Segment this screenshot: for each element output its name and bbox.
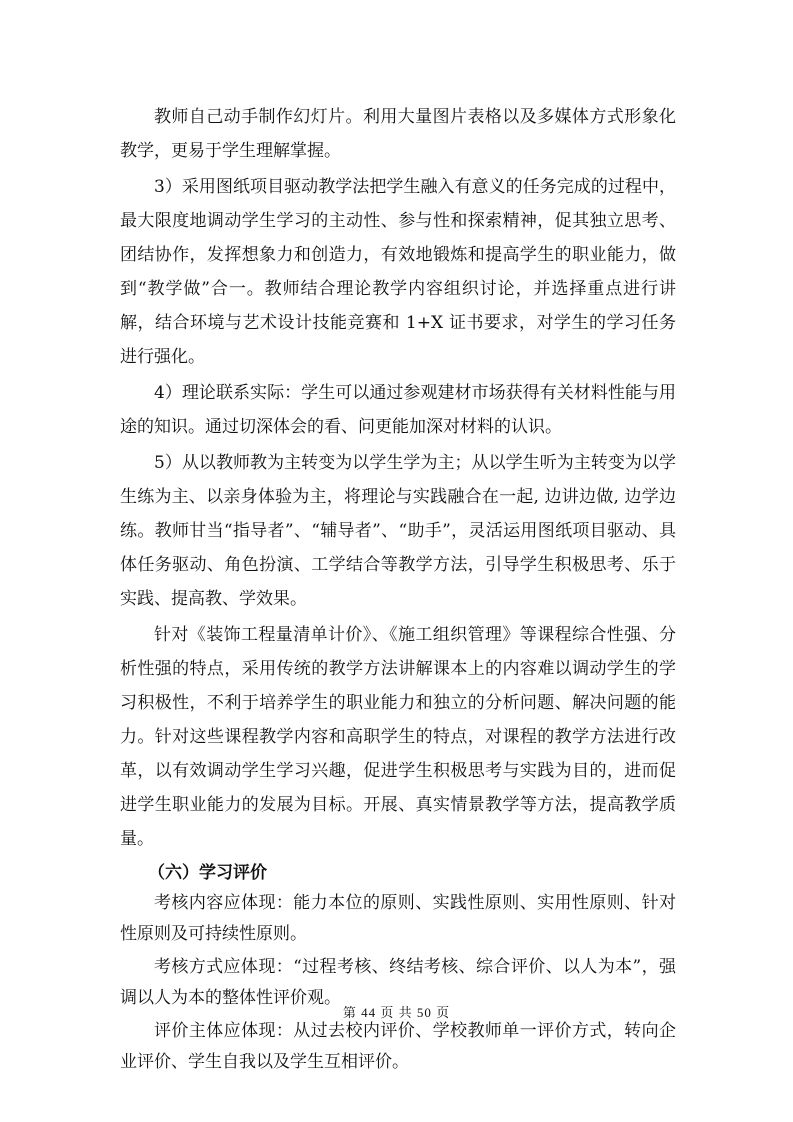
paragraph-slides: 教师自己动手制作幻灯片。利用大量图片表格以及多媒体方式形象化教学，更易于学生理解掌握。 — [120, 107, 676, 161]
paragraph-course-reform: 针对《装饰工程量清单计价》、《施工组织管理》等课程综合性强、分析性强的特点，采用传统的教学方法讲解课本上的内容难以调动学生的学习积极性，不利于培养学生的职业能力和独立的分析问题、解决问题的能力。针对这些课程教学内容和高职学生的特点，对课程的教学方法进行改革，以有效调动学生学习兴趣，促进学生积极思考与实践为目的，进而促进学生职业能力的发展为目标。开展、真实情景教学等方法，提高教学质量。 — [120, 625, 676, 849]
paragraph-assessment-content: 考核内容应体现：能力本位的原则、实践性原则、实用性原则、针对性原则及可持续性原则。 — [120, 893, 676, 944]
paragraph-student-centered: 5）从以教师教为主转变为以学生学为主；从以学生听为主转变为以学生练为主、以亲身体验为主，将理论与实践融合在一起, 边讲边做, 边学边练。教师甘当“指导者”、“辅导者”、“助手”，灵活运用图纸项目驱动、具体任务驱动、角色扮演、工学结合等教学方法，引导学生积极思考、乐于实践、提高教、学效果。 — [120, 453, 676, 609]
paragraph-project-driven: 3）采用图纸项目驱动教学法把学生融入有意义的任务完成的过程中，最大限度地调动学生学习的主动性、参与性和探索精神，促其独立思考、团结协作，发挥想象力和创造力，有效地锻炼和提高学生的职业能力，做到“教学做”合一。教师结合理论教学内容组织讨论，并选择重点进行讲解，结合环境与艺术设计技能竞赛和 1+X 证书要求，对学生的学习任务进行强化。 — [120, 177, 676, 367]
section-heading: （六）学习评价 — [148, 863, 267, 883]
page-body — [120, 100, 676, 1080]
paragraph-assessment-method: 考核方式应体现：“过程考核、终结考核、综合评价、以人为本”，强调以人为本的整体性评价观。 — [120, 957, 676, 1008]
page-number: 第 44 页 共 50 页 — [342, 1005, 451, 1020]
paragraph-theory-practice: 4）理论联系实际：学生可以通过参观建材市场获得有关材料性能与用途的知识。通过切深体会的看、问更能加深对材料的认识。 — [120, 383, 676, 437]
paragraph-assessment-subject: 评价主体应体现：从过去校内评价、学校教师单一评价方式，转向企业评价、学生自我以及学生互相评价。 — [120, 1021, 676, 1072]
